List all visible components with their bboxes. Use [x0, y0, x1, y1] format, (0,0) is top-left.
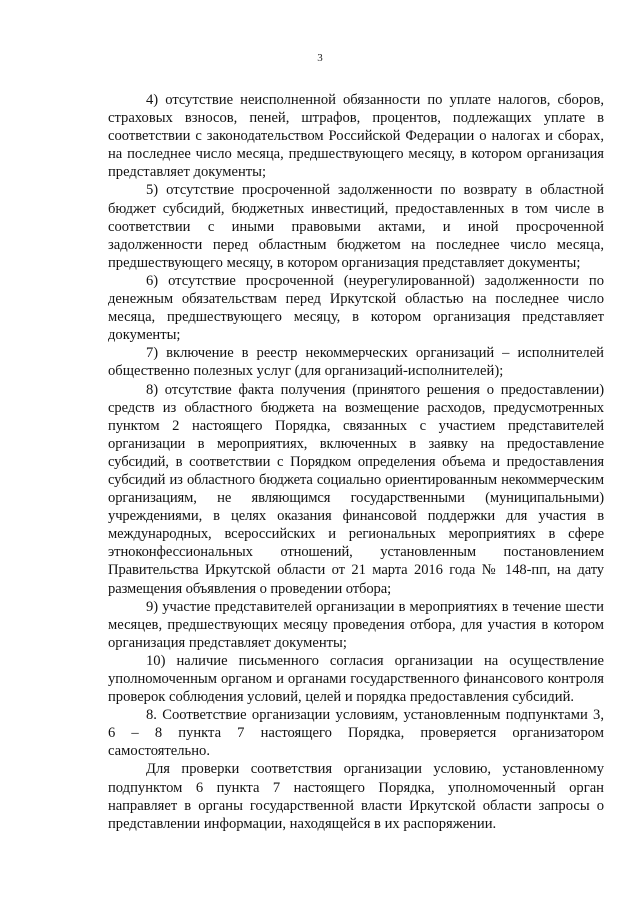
paragraph-item-4: 4) отсутствие неисполненной обязанности по уплате налогов, сборов, страховых взносов, пеней, штрафов, процентов, подлежащих уплате в соответствии с законодательством Российской Федерации о налогах и сборах, на последнее число месяца, предшествующего месяцу, в котором организация представляет документы;: [108, 92, 604, 181]
page-number: 3: [317, 52, 323, 64]
paragraph-clause-8: 8. Соответствие организации условиям, установленным подпунктами 3, 6 – 8 пункта 7 настоящего Порядка, проверяется организатором самостоятельно.: [108, 707, 604, 760]
paragraph-verification: Для проверки соответствия организации условию, установленному подпунктом 6 пункта 7 настоящего Порядка, уполномоченный орган направляет в органы государственной власти Иркутской области запросы о представлении информации, находящейся в их распоряжении.: [108, 761, 604, 832]
paragraph-item-10: 10) наличие письменного согласия организации на осуществление уполномоченным органом и органами государственного финансового контроля проверок соблюдения условий, целей и порядка предоставления субсидий.: [108, 652, 604, 706]
paragraph-item-9: 9) участие представителей организации в мероприятиях в течение шести месяцев, предшествующих месяцу проведения отбора, для участия в котором организация представляет документы;: [108, 598, 604, 651]
paragraph-item-6: 6) отсутствие просроченной (неурегулированной) задолженности по денежным обязательствам перед Иркутской областью на последнее число месяца, предшествующего месяцу, в котором организация представляет документы;: [108, 272, 604, 344]
paragraph-item-7: 7) включение в реестр некоммерческих организаций – исполнителей общественно полезных услуг (для организаций-исполнителей);: [108, 345, 604, 380]
paragraph-item-8: 8) отсутствие факта получения (принятого решения о предоставлении) средств из областного бюджета на возмещение расходов, предусмотренных пунктом 2 настоящего Порядка, связанных с участием представителей организации в мероприятиях, включенных в заявку на предоставление субсидий, в соответствии с Порядком определения объема и предоставления субсидий из областного бюджета социально ориентированным некоммерческим организациям, не являющимся государственными (муниципальными) учреждениями, в целях оказания финансовой поддержки для участия в международных, всероссийских и региональных мероприятиях в сфере этноконфессиональных отношений, установленным постановлением Правительства Иркутской области от 21 марта 2016 года № 148-пп, на дату размещения объявления о проведении отбора;: [108, 381, 604, 597]
paragraph-item-5: 5) отсутствие просроченной задолженности по возврату в областной бюджет субсидий, бюджетных инвестиций, предоставленных в том числе в соответствии с иными правовыми актами, и иной просроченной задолженности перед областным бюджетом на последнее число месяца, предшествующего месяцу, в котором организация представляет документы;: [108, 182, 604, 271]
document-body: [108, 91, 604, 833]
